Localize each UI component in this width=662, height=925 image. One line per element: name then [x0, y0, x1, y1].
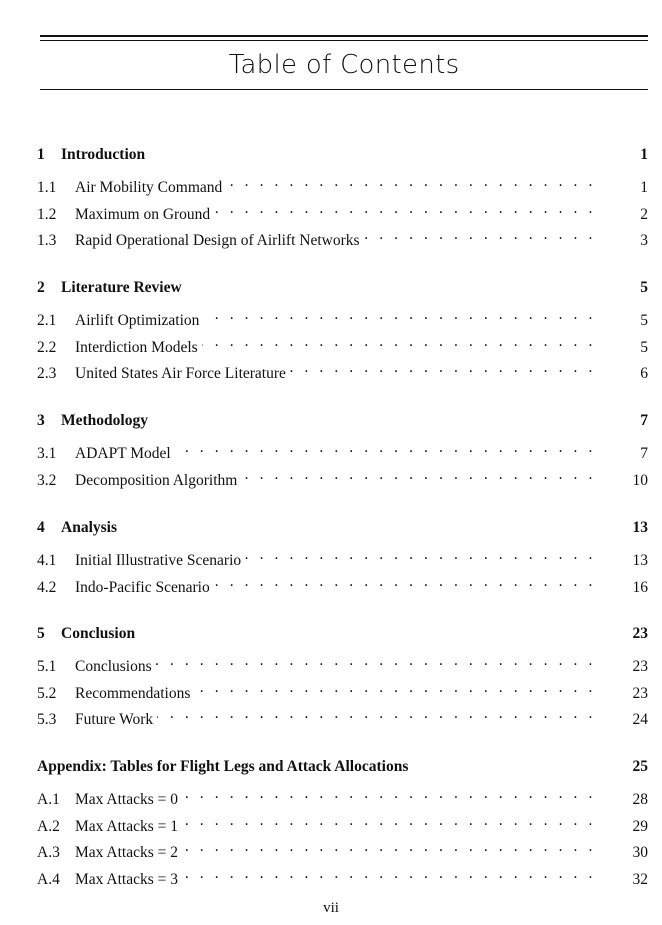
toc-section[interactable] [37, 811, 648, 835]
section-number: 5.1 [37, 658, 57, 675]
toc-section[interactable] [37, 438, 648, 462]
chapter-page-number: 13 [632, 519, 648, 536]
section-title: ADAPT Model [75, 445, 171, 462]
section-number: 3.1 [37, 445, 57, 462]
section-number: 1.1 [37, 179, 57, 196]
section-title: Max Attacks = 3 [75, 871, 179, 889]
section-page-number: 29 [632, 817, 648, 835]
chapter-number: 5 [37, 625, 45, 642]
section-page-number: 3 [640, 232, 648, 250]
section-page-number: 28 [632, 791, 648, 808]
dot-leader [175, 438, 596, 458]
chapter-title: Conclusion [61, 625, 136, 642]
chapter-page-number: 7 [640, 412, 648, 429]
dot-leader [157, 704, 596, 724]
chapter-number: 4 [37, 519, 45, 536]
toc-section[interactable] [37, 199, 648, 223]
chapter-title: Analysis [61, 519, 117, 536]
section-page-number: 24 [632, 711, 648, 729]
dot-leader [182, 811, 596, 831]
section-title: Interdiction Models [75, 338, 198, 356]
toc-chapter[interactable] [37, 757, 648, 777]
toc-section[interactable] [37, 572, 648, 596]
section-number: A.1 [37, 791, 60, 808]
section-page-number: 6 [640, 365, 648, 383]
section-page-number: 1 [640, 179, 648, 196]
section-title: Indo-Pacific Scenario [75, 578, 210, 596]
section-page-number: 23 [632, 658, 648, 675]
section-title: Airlift Optimization [75, 312, 200, 329]
section-title: Max Attacks = 2 [75, 844, 179, 862]
toc-section[interactable] [37, 225, 648, 250]
section-number: 2.3 [37, 365, 57, 383]
dot-leader [214, 572, 596, 592]
section-title: Maximum on Ground [75, 205, 211, 223]
dot-leader [290, 358, 596, 378]
section-number: 4.2 [37, 578, 57, 596]
section-number: 2.2 [37, 338, 57, 356]
section-title: Conclusions [75, 658, 152, 675]
section-number: A.2 [37, 817, 60, 835]
section-title: Rapid Operational Design of Airlift Networks [75, 232, 360, 250]
section-page-number: 7 [640, 445, 648, 462]
section-title: United States Air Force Literature [75, 365, 286, 383]
section-number: 1.3 [37, 232, 57, 250]
chapter-title: Literature Review [61, 279, 182, 296]
section-number: 5.2 [37, 684, 57, 702]
toc-section[interactable] [37, 465, 648, 489]
dot-leader [156, 651, 596, 671]
toc-section[interactable] [37, 704, 648, 729]
toc-section[interactable] [37, 305, 648, 329]
page-title: Table of Contents [228, 50, 460, 80]
chapter-number: 2 [37, 279, 45, 296]
toc-chapter[interactable] [37, 624, 648, 644]
section-title: Future Work [75, 711, 154, 729]
chapter-title: Introduction [61, 146, 146, 163]
section-page-number: 32 [632, 871, 648, 889]
dot-leader [214, 199, 596, 219]
section-title: Max Attacks = 0 [75, 791, 179, 808]
toc-section[interactable] [37, 545, 648, 569]
section-page-number: 10 [632, 471, 648, 489]
section-title: Initial Illustrative Scenario [75, 552, 242, 569]
section-page-number: 30 [632, 844, 648, 862]
section-number: 3.2 [37, 471, 57, 489]
section-number: 1.2 [37, 205, 57, 223]
toc-section[interactable] [37, 864, 648, 889]
toc-chapter[interactable] [37, 411, 648, 431]
section-page-number: 16 [632, 578, 648, 596]
chapter-page-number: 5 [640, 279, 648, 296]
section-title: Recommendations [75, 684, 191, 702]
toc-chapter[interactable] [37, 518, 648, 538]
dot-leader [182, 864, 596, 884]
section-number: 5.3 [37, 711, 57, 729]
toc-section[interactable] [37, 172, 648, 196]
dot-leader [364, 225, 596, 245]
dot-leader [194, 678, 596, 698]
chapter-number: 3 [37, 412, 45, 429]
dot-leader [226, 172, 596, 192]
section-page-number: 23 [632, 684, 648, 702]
page-number-footer: vii [323, 900, 339, 916]
dot-leader [245, 545, 596, 565]
chapter-title: Methodology [61, 412, 148, 429]
dot-leader [182, 837, 596, 857]
chapter-page-number: 23 [632, 625, 648, 642]
section-page-number: 5 [640, 312, 648, 329]
section-page-number: 5 [640, 338, 648, 356]
section-page-number: 13 [632, 552, 648, 569]
toc-section[interactable] [37, 651, 648, 675]
toc-section[interactable] [37, 784, 648, 808]
section-number: A.3 [37, 844, 60, 862]
dot-leader [182, 784, 596, 804]
section-number: 2.1 [37, 312, 57, 329]
chapter-page-number: 1 [640, 146, 648, 163]
toc-section[interactable] [37, 678, 648, 702]
section-title: Decomposition Algorithm [75, 471, 238, 489]
section-number: 4.1 [37, 552, 57, 569]
toc-chapter[interactable] [37, 145, 648, 165]
toc-chapter[interactable] [37, 278, 648, 298]
section-title: Max Attacks = 1 [75, 817, 179, 835]
chapter-number: 1 [37, 146, 45, 163]
section-number: A.4 [37, 871, 60, 889]
toc-section[interactable] [37, 358, 648, 383]
dot-leader [241, 465, 596, 485]
dot-leader [202, 332, 596, 352]
chapter-page-number: 25 [632, 758, 648, 775]
dot-leader [203, 305, 596, 325]
chapter-title: Appendix: Tables for Flight Legs and Attack Allocations [37, 758, 409, 775]
section-title: Air Mobility Command [75, 179, 223, 196]
toc-section[interactable] [37, 332, 648, 356]
toc-section[interactable] [37, 837, 648, 862]
section-page-number: 2 [640, 205, 648, 223]
